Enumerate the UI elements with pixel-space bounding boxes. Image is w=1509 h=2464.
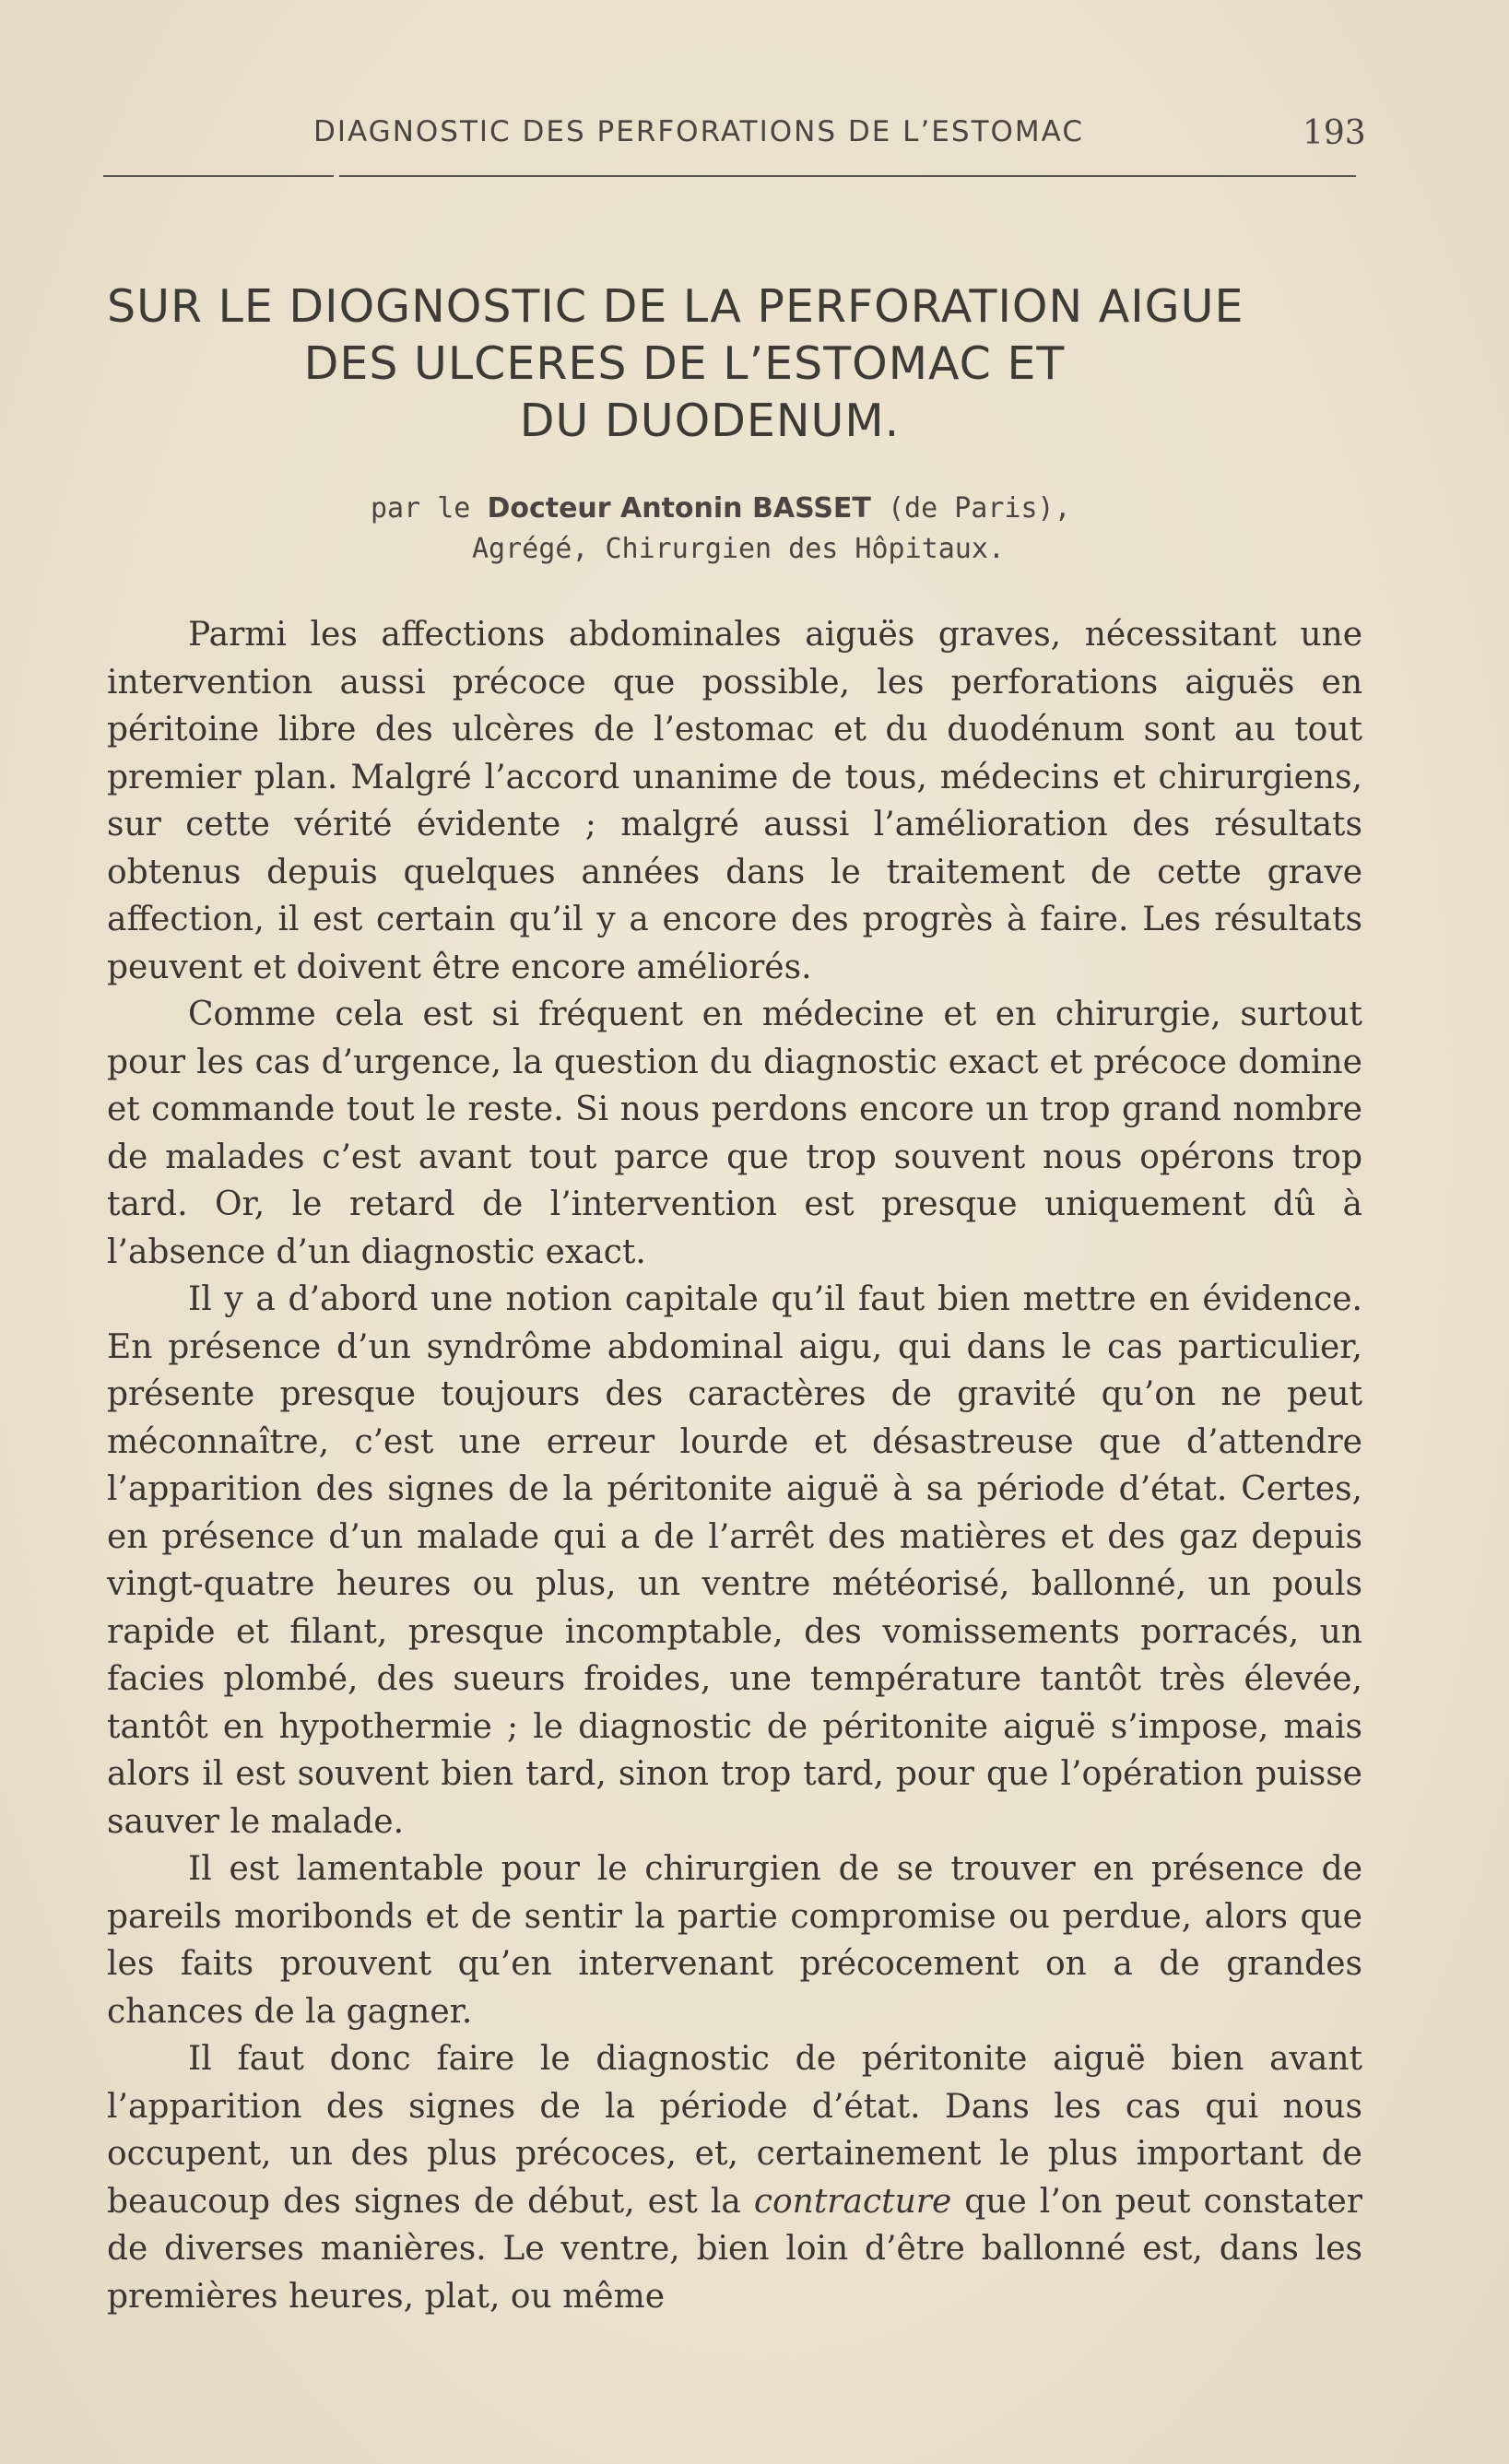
article-body [107, 611, 1362, 2320]
author-byline [371, 489, 1200, 570]
paragraph-3: Il y a d’abord une notion capitale qu’il faut bien mettre en évidence. En présence d’un syndrôme abdominal aigu, qui dans le cas particulier, présente presque toujours des caractères de gravité qu’on ne peut méconnaître, c’est une erreur lourde et désastreuse que d’attendre l’apparition des signes de la péritonite aiguë à sa période d’état. Certes, en présence d’un malade qui a de l’arrêt des matières et des gaz depuis vingt-quatre heures ou plus, un ventre météorisé, ballonné, un pouls rapide et filant, presque incomptable, des vomissements porracés, un facies plombé, des sueurs froides, une température tantôt très élevée, tantôt en hypothermie ; le diagnostic de péritonite aiguë s’impose, mais alors il est souvent bien tard, sinon trop tard, pour que l’opération puisse sauver le malade. [107, 1280, 1362, 1841]
header-rule-left [103, 175, 334, 177]
title-line-3: DU DUODENUM. [519, 395, 901, 447]
byline-prefix: par le [371, 492, 471, 525]
page-number: 193 [1303, 114, 1366, 152]
paragraph-5-end: que l’on peut constater de diverses manières. Le ventre, bien loin d’être ballonné est, dans les premières heures, plat, ou même [107, 2182, 1362, 2316]
author-affiliation: Agrégé, Chirurgien des Hôpitaux. [472, 533, 1005, 565]
paragraph-2: Comme cela est si fréquent en médecine et en chirurgie, surtout pour les cas d’urgence, la question du diagnostic exact et précoce domine et commande tout le reste. Si nous perdons encore un trop grand nombre de malades c’est avant tout parce que trop souvent nous opérons trop tard. Or, le retard de l’intervention est presque uniquement dû à l’absence d’un diagnostic exact. [107, 996, 1362, 1271]
author-location: (de Paris), [887, 492, 1071, 525]
running-header: DIAGNOSTIC DES PERFORATIONS DE L’ESTOMAC [313, 115, 1084, 148]
title-line-2: DES ULCERES DE L’ESTOMAC ET [303, 337, 1066, 390]
paragraph-5 [107, 2035, 1362, 2320]
article-title [92, 278, 1383, 450]
emphasized-term: contracture [753, 2182, 952, 2221]
header-rule-right [339, 175, 1356, 177]
paragraph-4: Il est lamentable pour le chirurgien de se trouver en présence de pareils moribonds et de sentir la partie compromise ou perdue, alors que les faits prouvent qu’en intervenant précocement on a de grandes chances de la gagner. [107, 1850, 1362, 2031]
paragraph-1: Parmi les affections abdominales aiguës graves, nécessitant une intervention aussi précoce que possible, les perforations aiguës en péritoine libre des ulcères de l’estomac et du duodénum sont au tout premier plan. Malgré l’accord unanime de tous, médecins et chirurgiens, sur cette vérité évidente ; malgré aussi l’amélioration des résultats obtenus depuis quelques années dans le traitement de cette grave affection, il est certain qu’il y a encore des progrès à faire. Les résultats peuvent et doivent être encore améliorés. [107, 616, 1362, 986]
author-name: Docteur Antonin BASSET [487, 492, 871, 525]
title-line-1: SUR LE DIOGNOSTIC DE LA PERFORATION AIGUE [107, 280, 1244, 333]
byline-line-1 [371, 489, 1200, 529]
paragraph-5-start: Il faut donc faire le diagnostic de péritonite aiguë bien avant l’apparition des signes de la période d’état. Dans les cas qui nous occupent, un des plus précoces, et, certainement le plus important de beaucoup des signes de début, est la [107, 2040, 1362, 2221]
